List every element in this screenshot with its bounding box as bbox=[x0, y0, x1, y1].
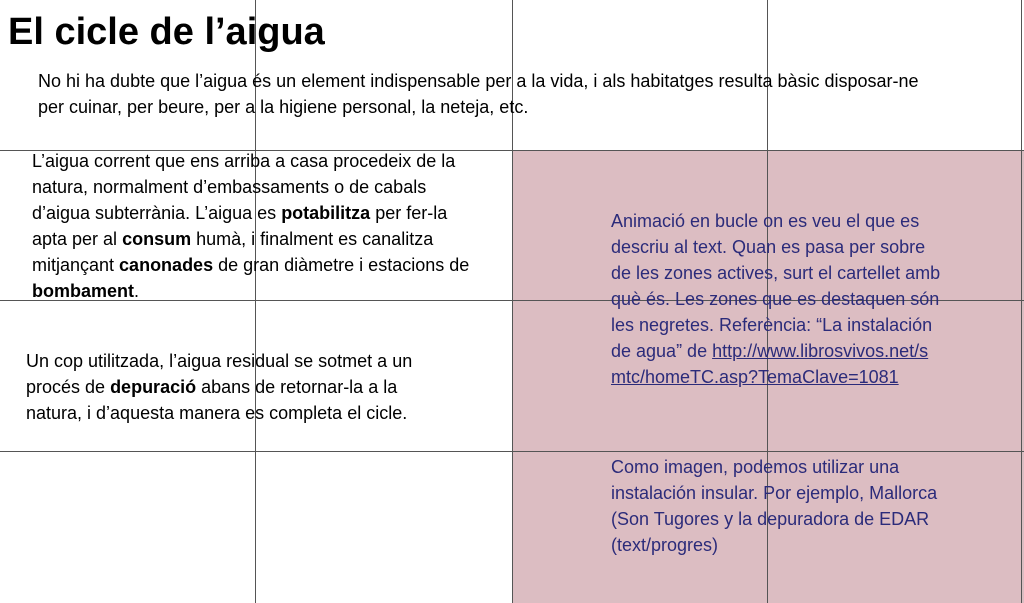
intro-paragraph: No hi ha dubte que l’aigua és un element indispensable per a la vida, i als habitatges resulta bàsic disposar-ne per cuinar, per beure, per a la higiene personal, la neteja, etc. bbox=[38, 71, 919, 117]
water-supply-paragraph bbox=[32, 148, 472, 304]
text-run: per fer-la apta per al bbox=[32, 203, 448, 249]
reference-link[interactable]: http://www.librosvivos.net/smtc/homeTC.asp?TemaClave=1081 bbox=[611, 341, 929, 387]
bold-term-depuracio: depuració bbox=[110, 377, 197, 397]
bold-term-canonades: canonades bbox=[119, 255, 214, 275]
note-text: Animació en bucle on es veu el que es descriu al text. Quan es pasa per sobre de les zones actives, surt el cartellet amb què és. Les zones que es destaquen són les negretes. Referència: “La instalación de agua” de bbox=[611, 211, 941, 361]
grid-line bbox=[0, 451, 1024, 452]
text-run: Un cop utilitzada, l’aigua residual se sotmet a un procés de bbox=[26, 351, 413, 397]
slide-title: El cicle de l’aigua bbox=[8, 11, 325, 53]
bold-term-potabilitza: potabilitza bbox=[281, 203, 371, 223]
grid-line bbox=[1021, 0, 1022, 603]
image-note: Como imagen, podemos utilizar una instalación insular. Por ejemplo, Mallorca (Son Tugores y la depuradora de EDAR (text/progres) bbox=[611, 457, 938, 555]
bold-term-bombament: bombament bbox=[32, 281, 135, 301]
text-run: abans de retornar-la a la natura, i d’aquesta manera es completa el cicle. bbox=[26, 377, 408, 423]
text-run: . bbox=[134, 281, 140, 301]
bold-term-consum: consum bbox=[122, 229, 192, 249]
text-run: de gran diàmetre i estacions de bbox=[213, 255, 470, 275]
text-run: humà, i finalment es canalitza mitjançant bbox=[32, 229, 434, 275]
text-run: L’aigua corrent que ens arriba a casa procedeix de la natura, normalment d’embassaments o de cabals d’aigua subterrània. L’aigua es bbox=[32, 151, 456, 223]
wastewater-paragraph bbox=[26, 348, 456, 426]
animation-note bbox=[611, 208, 941, 390]
